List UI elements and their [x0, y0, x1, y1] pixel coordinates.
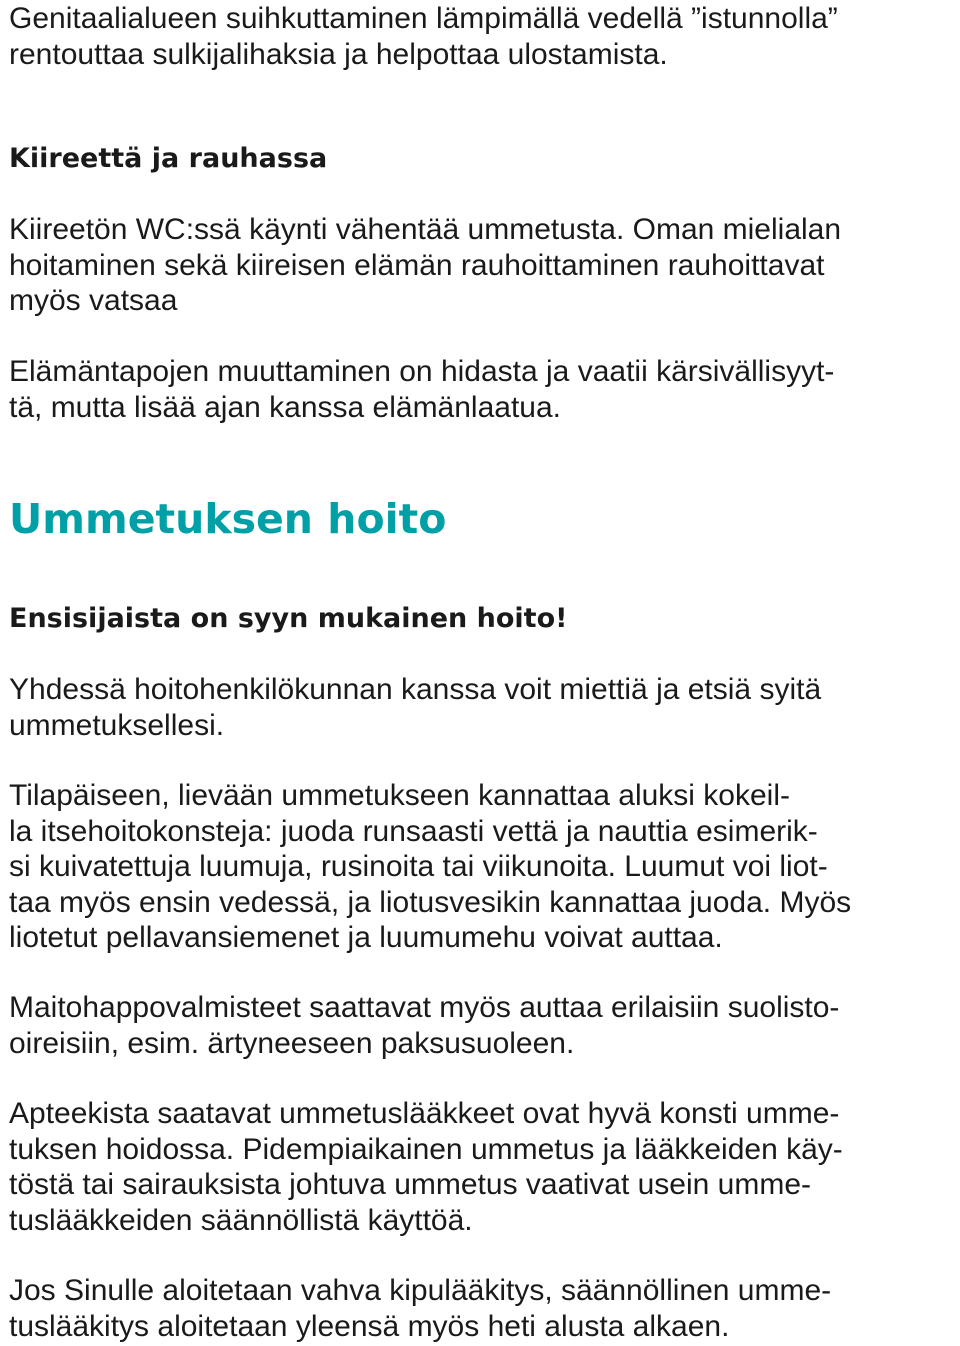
text-line: hoitaminen sekä kiireisen elämän rauhoittaminen rauhoittavat [9, 248, 825, 282]
intro-paragraph [9, 1, 838, 72]
text-line: la itsehoitokonsteja: juoda runsaasti vettä ja nauttia esimerik- [9, 814, 818, 848]
treatment-section-title [9, 494, 446, 544]
text-line: tuksen hoidossa. Pidempiaikainen ummetus ja lääkkeiden käy- [9, 1132, 843, 1166]
treatment-paragraph-2 [9, 778, 851, 956]
text-line: Kiireetön WC:ssä käynti vähentää ummetusta. Oman mielialan [9, 213, 842, 246]
text-line: tä, mutta lisää ajan kanssa elämänlaatua. [9, 390, 561, 424]
section-heading: Ensisijaista on syyn mukainen hoito! [9, 603, 568, 634]
calm-paragraph-2 [9, 354, 834, 425]
section-heading: Kiireettä ja rauhassa [9, 143, 328, 174]
text-line: oireisiin, esim. ärtyneeseen paksusuoleen. [9, 1026, 575, 1060]
text-line: taa myös ensin vedessä, ja liotusvesikin kannattaa juoda. Myös [9, 885, 852, 919]
text-line: Genitaalialueen suihkuttaminen lämpimällä vedellä ”istunnolla” [9, 2, 838, 35]
page-title: Ummetuksen hoito [9, 495, 447, 543]
calm-paragraph-1 [9, 212, 841, 319]
text-line: Elämäntapojen muuttaminen on hidasta ja vaatii kärsivällisyyt- [9, 355, 835, 388]
text-line: töstä tai sairauksista johtuva ummetus vaativat usein umme- [9, 1168, 812, 1201]
text-line: Tilapäiseen, lievään ummetukseen kannattaa aluksi kokeil- [9, 779, 790, 812]
treatment-paragraph-5 [9, 1273, 831, 1344]
text-line: tuslääkkeiden säännöllistä käyttöä. [9, 1203, 473, 1237]
text-line: liotetut pellavansiemenet ja luumumehu voivat auttaa. [9, 921, 723, 954]
treatment-paragraph-4 [9, 1096, 843, 1238]
text-line: si kuivatettuja luumuja, rusinoita tai viikunoita. Luumut voi liot- [9, 850, 828, 883]
text-line: Yhdessä hoitohenkilökunnan kanssa voit miettiä ja etsiä syitä [9, 673, 822, 706]
calm-section-heading [9, 141, 327, 176]
treatment-paragraph-1 [9, 672, 821, 743]
text-line: myös vatsaa [9, 284, 178, 317]
text-line: tuslääkitys aloitetaan yleensä myös heti alusta alkaen. [9, 1309, 730, 1343]
treatment-subheading [9, 601, 567, 636]
text-line: Jos Sinulle aloitetaan vahva kipulääkitys, säännöllinen umme- [9, 1274, 832, 1307]
treatment-paragraph-3 [9, 990, 839, 1061]
text-line: ummetuksellesi. [9, 708, 225, 742]
text-line: Apteekista saatavat ummetuslääkkeet ovat hyvä konsti umme- [9, 1097, 840, 1130]
text-line: rentouttaa sulkijalihaksia ja helpottaa ulostamista. [9, 37, 668, 71]
text-line: Maitohappovalmisteet saattavat myös auttaa erilaisiin suolisto- [9, 991, 840, 1024]
